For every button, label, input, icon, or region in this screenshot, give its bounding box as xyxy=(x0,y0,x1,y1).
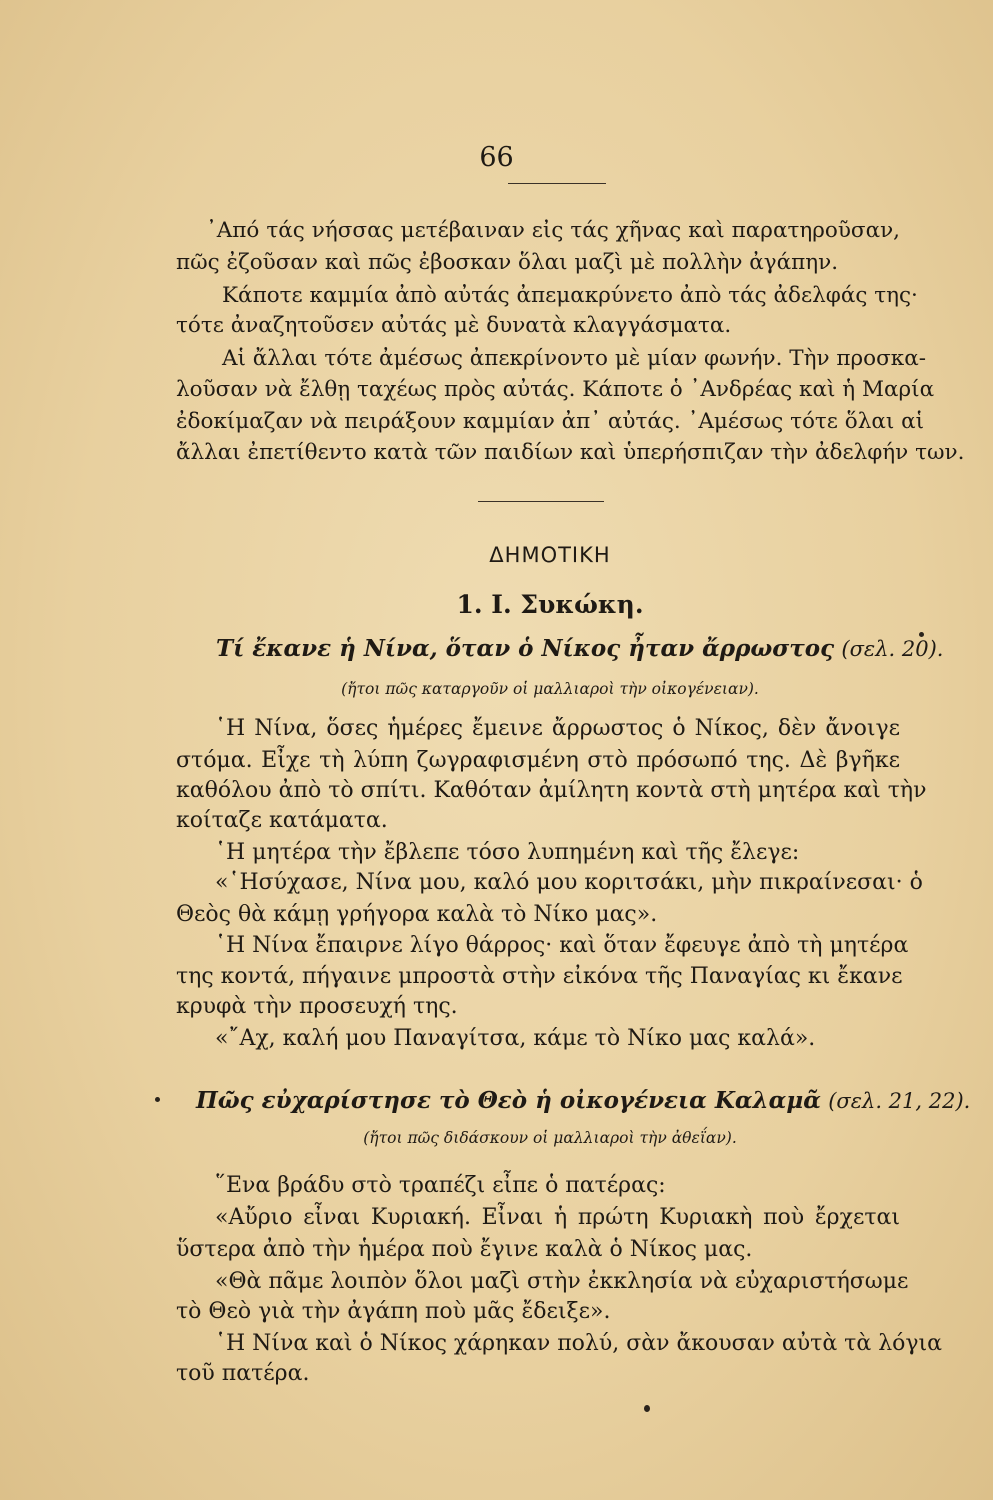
section-heading: ΔΗΜΟΤΙΚΗ xyxy=(489,543,611,567)
story-line: «Θὰ πᾶμε λοιπὸν ὅλοι μαζὶ στὴν ἐκκλησία νὰ εὐχαριστήσωμε xyxy=(215,1269,909,1294)
ink-spot xyxy=(644,1405,650,1412)
story-title-text: Τί ἔκανε ἡ Νίνα, ὅταν ὁ Νίκος ἦταν ἄρρωστος xyxy=(216,635,835,662)
story-subtitle: (ἤτοι πῶς καταργοῦν οἱ μαλλιαροὶ τὴν οἰκογένειαν). xyxy=(341,680,759,698)
story-line: ῾Η Νίνα καὶ ὁ Νίκος χάρηκαν πολύ, σὰν ἄκουσαν αὐτὰ τὰ λόγια xyxy=(215,1331,943,1356)
intro-line: λοῦσαν νὰ ἔλθῃ ταχέως πρὸς αὐτάς. Κάποτε ὁ ᾿Ανδρέας καὶ ἡ Μαρία xyxy=(176,377,935,402)
intro-line: πῶς ἐζοῦσαν καὶ πῶς ἐβοσκαν ὅλαι μαζὶ μὲ πολλὴν ἀγάπην. xyxy=(176,250,839,275)
margin-mark xyxy=(155,1097,160,1102)
intro-line: Κάποτε καμμία ἀπὸ αὐτάς ἀπεμακρύνετο ἀπὸ τάς ἀδελφάς της· xyxy=(222,283,918,308)
story-title xyxy=(196,1087,971,1114)
story-line: κοίταζε κατάματα. xyxy=(176,808,388,833)
story-line: «῾Ησύχασε, Νίνα μου, καλό μου κοριτσάκι, μὴν πικραίνεσαι· ὁ xyxy=(215,870,923,895)
story-subtitle: (ἤτοι πῶς διδάσκουν οἱ μαλλιαροὶ τὴν ἀθεΐαν). xyxy=(363,1129,737,1147)
section-title: 1. Ι. Συκώκη. xyxy=(456,590,644,619)
story-line: στόμα. Εἶχε τὴ λύπη ζωγραφισμένη στὸ πρόσωπό της. Δὲ βγῆκε xyxy=(176,748,900,773)
story-page-ref: (σελ. 20). xyxy=(841,637,944,661)
story-line: ὕστερα ἀπὸ τὴν ἡμέρα ποὺ ἔγινε καλὰ ὁ Νίκος μας. xyxy=(176,1237,753,1262)
story-line: τοῦ πατέρα. xyxy=(176,1361,310,1386)
intro-line: ᾿Από τάς νήσσας μετέβαιναν εἰς τάς χῆνας καὶ παρατηροῦσαν, xyxy=(206,218,900,243)
intro-line: ἐδοκίμαζαν νὰ πειράξουν καμμίαν ἀπ᾿ αὐτάς. ᾿Αμέσως τότε ὅλαι αἱ xyxy=(176,409,925,434)
intro-line: τότε ἀναζητοῦσεν αὐτάς μὲ δυνατὰ κλαγγάσματα. xyxy=(176,313,732,338)
story-title-text: Πῶς εὐχαρίστησε τὸ Θεὸ ἡ οἰκογένεια Καλαμᾶ xyxy=(196,1087,821,1114)
story-page-ref: (σελ. 21, 22). xyxy=(828,1089,971,1113)
story-line: της κοντά, πήγαινε μπροστὰ στὴν εἰκόνα τῆς Παναγίας κι ἔκανε xyxy=(176,964,903,989)
story-line: «῎Αχ, καλή μου Παναγίτσα, κάμε τὸ Νίκο μας καλά». xyxy=(215,1026,816,1051)
top-rule xyxy=(508,183,606,184)
story-line: ῾Η Νίνα ἔπαιρνε λίγο θάρρος· καὶ ὅταν ἔφευγε ἀπὸ τὴ μητέρα xyxy=(215,933,909,958)
intro-line: ἄλλαι ἐπετίθεντο κατὰ τῶν παιδίων καὶ ὑπερήσπιζαν τὴν ἀδελφήν των. xyxy=(176,440,965,465)
ink-spot xyxy=(919,632,924,637)
story-line: ῾Η Νίνα, ὅσες ἡμέρες ἔμεινε ἄρρωστος ὁ Νίκος, δὲν ἄνοιγε xyxy=(215,716,900,741)
story-line: ῾Η μητέρα τὴν ἔβλεπε τόσο λυπημένη καὶ τῆς ἔλεγε: xyxy=(215,840,800,865)
story-title xyxy=(216,635,944,662)
story-line: κρυφὰ τὴν προσευχή της. xyxy=(176,994,458,1019)
story-line: καθόλου ἀπὸ τὸ σπίτι. Καθόταν ἀμίλητη κοντὰ στὴ μητέρα καὶ τὴν xyxy=(176,778,927,803)
page-number: 66 xyxy=(479,142,514,173)
intro-line: Αἱ ἄλλαι τότε ἀμέσως ἀπεκρίνοντο μὲ μίαν φωνήν. Τὴν προσκα- xyxy=(222,346,926,371)
section-divider xyxy=(478,501,604,502)
story-line: Θεὸς θὰ κάμῃ γρήγορα καλὰ τὸ Νίκο μας». xyxy=(176,902,658,927)
story-line: τὸ Θεὸ γιὰ τὴν ἀγάπη ποὺ μᾶς ἔδειξε». xyxy=(176,1299,611,1324)
story-line: ῞Ενα βράδυ στὸ τραπέζι εἶπε ὁ πατέρας: xyxy=(215,1173,666,1198)
story-line: «Αὔριο εἶναι Κυριακή. Εἶναι ἡ πρώτη Κυριακὴ ποὺ ἔρχεται xyxy=(215,1205,900,1230)
